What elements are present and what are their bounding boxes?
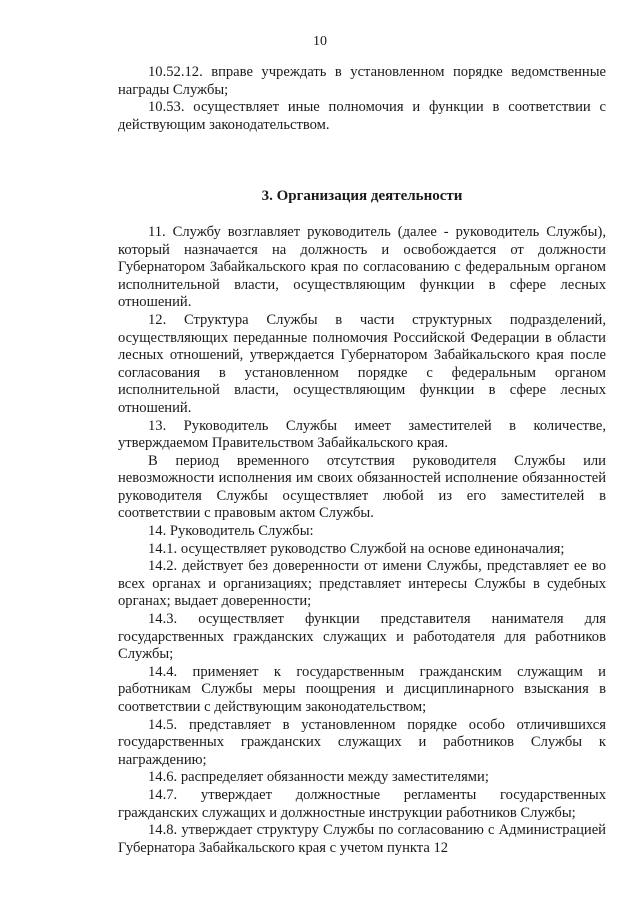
paragraph-14-5: 14.5. представляет в установленном порядке особо отличившихся государственных гражданских служащих и работников Службы к награждению; (118, 716, 606, 768)
paragraph-12: 12. Структура Службы в части структурных подразделений, осуществляющих переданные полномочия Российской Федерации в области лесных отношений, утверждается Губернатором Забайкальского края после согласования в установленном порядке с федеральным органом исполнительной власти, осуществляющим функции в сфере лесных отношений. (118, 311, 606, 416)
document-body (118, 64, 606, 857)
paragraph-10-53: 10.53. осуществляет иные полномочия и функции в соответствии с действующим законодательством. (118, 99, 606, 133)
paragraph-14-8: 14.8. утверждает структуру Службы по согласованию с Администрацией Губернатора Забайкальского края с учетом пункта 12 (118, 822, 606, 856)
section-title: 3. Организация деятельности (261, 188, 463, 205)
paragraph-14: 14. Руководитель Службы: (148, 523, 314, 540)
paragraph-14-6: 14.6. распределяет обязанности между заместителями; (148, 769, 489, 786)
paragraph-deputy-acting: В период временного отсутствия руководителя Службы или невозможности исполнения им своих обязанностей исполнение обязанностей руководителя Службы осуществляет любой из его заместителей в соответствии с правовым актом Службы. (118, 452, 606, 522)
paragraph-13: 13. Руководитель Службы имеет заместителей в количестве, утверждаемом Правительством Забайкальского края. (118, 417, 606, 452)
paragraph-14-3: 14.3. осуществляет функции представителя нанимателя для государственных гражданских служащих и работодателя для работников Службы; (118, 611, 606, 663)
paragraph-14-2: 14.2. действует без доверенности от имени Службы, представляет ее во всех органах и организациях; представляет интересы Службы в судебных органах; выдает доверенности; (118, 558, 606, 610)
page-number: 10 (313, 34, 327, 49)
paragraph-14-4: 14.4. применяет к государственным гражданским служащим и работникам Службы меры поощрения и дисциплинарного взыскания в соответствии с действующим законодательством; (118, 663, 606, 715)
paragraph-11: 11. Службу возглавляет руководитель (далее - руководитель Службы), который назначается на должность и освобождается от должности Губернатором Забайкальского края по согласованию с федеральным органом исполнительной власти, осуществляющим функции в сфере лесных отношений. (118, 223, 606, 311)
section-gap (118, 134, 606, 188)
paragraph-10-52-12: 10.52.12. вправе учреждать в установленном порядке ведомственные награды Службы; (118, 64, 606, 98)
paragraph-14-1: 14.1. осуществляет руководство Службой на основе единоначалия; (148, 540, 565, 557)
paragraph-14-7: 14.7. утверждает должностные регламенты государственных гражданских служащих и должностные инструкции работников Службы; (118, 786, 606, 821)
